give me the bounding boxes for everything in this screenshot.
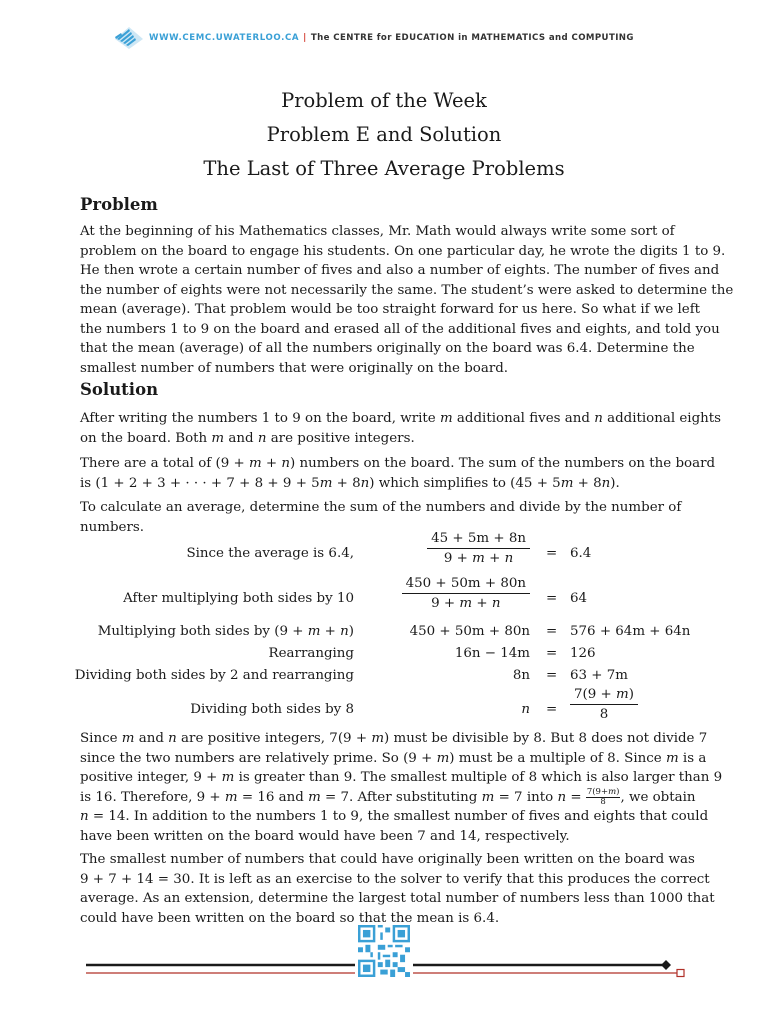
- equation-lhs: n: [521, 702, 530, 717]
- equation-row: [0, 687, 768, 722]
- text-line: To calculate an average, determine the sum of the numbers and divide by the number of: [80, 500, 682, 515]
- equation-row: [0, 668, 768, 688]
- equation-label: Dividing both sides by 2 and rearranging: [74, 668, 354, 683]
- title-line-3: The Last of Three Average Problems: [203, 157, 565, 180]
- text-line: positive integer, 9 + m is greater than 9. The smallest multiple of 8 which is also larger than 9: [80, 770, 723, 785]
- solution-paragraph-4: [80, 729, 723, 846]
- equation-row: [0, 576, 768, 611]
- solution-paragraph-1: [80, 409, 722, 448]
- fraction: $\frac{450 + 50m + 80n}{9 + m + n}$: [402, 576, 530, 611]
- equation-label: After multiplying both sides by 10: [123, 591, 354, 606]
- equation-lhs: 8n: [512, 668, 530, 683]
- equation-row: [0, 624, 768, 644]
- solution-heading: Solution: [80, 380, 159, 399]
- header-text: [149, 33, 634, 43]
- cemc-logo-icon: [113, 25, 145, 51]
- fraction: $\frac{7(9+m)}{8}$: [586, 786, 620, 807]
- fraction: $\frac{7(9 + m)}{8}$: [570, 687, 638, 722]
- header-separator: |: [303, 33, 307, 43]
- title-line-1: Problem of the Week: [281, 89, 487, 112]
- text-line: average. As an extension, determine the largest total number of numbers less than 1000 that: [80, 891, 715, 906]
- centre-name: The CENTRE for EDUCATION in MATHEMATICS and COMPUTING: [310, 33, 634, 43]
- equation-lhs: 450 + 50m + 80n: [409, 624, 530, 639]
- solution-paragraph-2: [80, 454, 716, 493]
- equals-sign: =: [546, 624, 558, 639]
- text-line: mean (average). That problem would be too straight forward for us here. So what if we left: [80, 302, 701, 317]
- equation-rhs: 63 + 7m: [570, 668, 628, 683]
- equation-label: Dividing both sides by 8: [190, 702, 354, 717]
- text-line: is 16. Therefore, 9 + m = 16 and m = 7. After substituting m = 7 into n = $\frac{7(9+m)}{8}$ , we obtain: [80, 786, 696, 807]
- equals-sign: =: [546, 591, 558, 606]
- title-line-2: Problem E and Solution: [266, 123, 502, 146]
- text-line: numbers.: [80, 519, 144, 535]
- text-line: Since m and n are positive integers, 7(9 + m) must be divisible by 8. But 8 does not divide 7: [80, 731, 708, 746]
- page-header: [0, 30, 768, 52]
- text-line: since the two numbers are relatively prime. So (9 + m) must be a multiple of 8. Since m is a: [80, 750, 707, 766]
- cemc-url-link[interactable]: WWW.CEMC.UWATERLOO.CA: [149, 33, 300, 43]
- problem-paragraph: [80, 222, 734, 378]
- equation-row: [0, 646, 768, 666]
- qr-code-icon: [358, 925, 410, 977]
- equation-label: Multiplying both sides by (9 + m + n): [97, 624, 354, 639]
- fraction: $\frac{45 + 5m + 8n}{9 + m + n}$: [427, 531, 530, 566]
- equation-rhs: 126: [570, 646, 596, 661]
- text-line: n = 14. In addition to the numbers 1 to 9, the smallest number of fives and eights that could: [80, 809, 709, 824]
- text-line: After writing the numbers 1 to 9 on the board, write m additional fives and n additional eights: [80, 411, 722, 426]
- text-line: 9 + 7 + 14 = 30. It is left as an exercise to the solver to verify that this produces the correct: [80, 871, 710, 887]
- equation-rhs: [570, 687, 638, 722]
- equation-rhs: 576 + 64m + 64n: [570, 624, 691, 639]
- equals-sign: =: [546, 668, 558, 683]
- solution-paragraph-3: [80, 498, 692, 537]
- equation-lhs: [402, 576, 530, 611]
- text-line: could have been written on the board so that the mean is 6.4.: [80, 910, 500, 926]
- text-line: the numbers 1 to 9 on the board and erased all of the additional fives and eights, and told you: [80, 321, 720, 337]
- text-line: He then wrote a certain number of fives and also a number of eights. The number of fives and: [80, 263, 720, 278]
- equation-label: Rearranging: [268, 646, 354, 661]
- text-line: There are a total of (9 + m + n) numbers on the board. The sum of the numbers on the board: [80, 456, 716, 471]
- page-footer: [0, 925, 768, 980]
- text-line: the number of eights were not necessarily the same. The student’s were asked to determine the: [80, 282, 734, 298]
- text-line: problem on the board to engage his students. On one particular day, he wrote the digits 1 to 9.: [80, 243, 726, 259]
- solution-paragraph-5: [80, 850, 715, 928]
- equals-sign: =: [546, 646, 558, 661]
- equation-rhs: 64: [570, 591, 588, 606]
- equation-lhs: [427, 531, 530, 566]
- equals-sign: =: [546, 702, 558, 717]
- text-line: is (1 + 2 + 3 + · · · + 7 + 8 + 9 + 5m + 8n) which simplifies to (45 + 5m + 8n).: [80, 475, 620, 491]
- text-line: At the beginning of his Mathematics classes, Mr. Math would always write some sort of: [80, 224, 675, 239]
- text-line: that the mean (average) of all the numbers originally on the board was 6.4. Determine the: [80, 341, 695, 356]
- equation-lhs: 16n − 14m: [454, 646, 530, 661]
- equation-row: [0, 531, 768, 566]
- equation-label: Since the average is 6.4,: [186, 546, 354, 561]
- text-line: smallest number of numbers that were originally on the board.: [80, 360, 509, 376]
- equation-rhs: 6.4: [570, 546, 592, 561]
- text-line: The smallest number of numbers that could have originally been written on the board was: [80, 852, 695, 867]
- equals-sign: =: [546, 546, 558, 561]
- text-line: have been written on the board would have been 7 and 14, respectively.: [80, 828, 570, 844]
- text-line: on the board. Both m and n are positive integers.: [80, 430, 415, 446]
- problem-heading: Problem: [80, 195, 158, 214]
